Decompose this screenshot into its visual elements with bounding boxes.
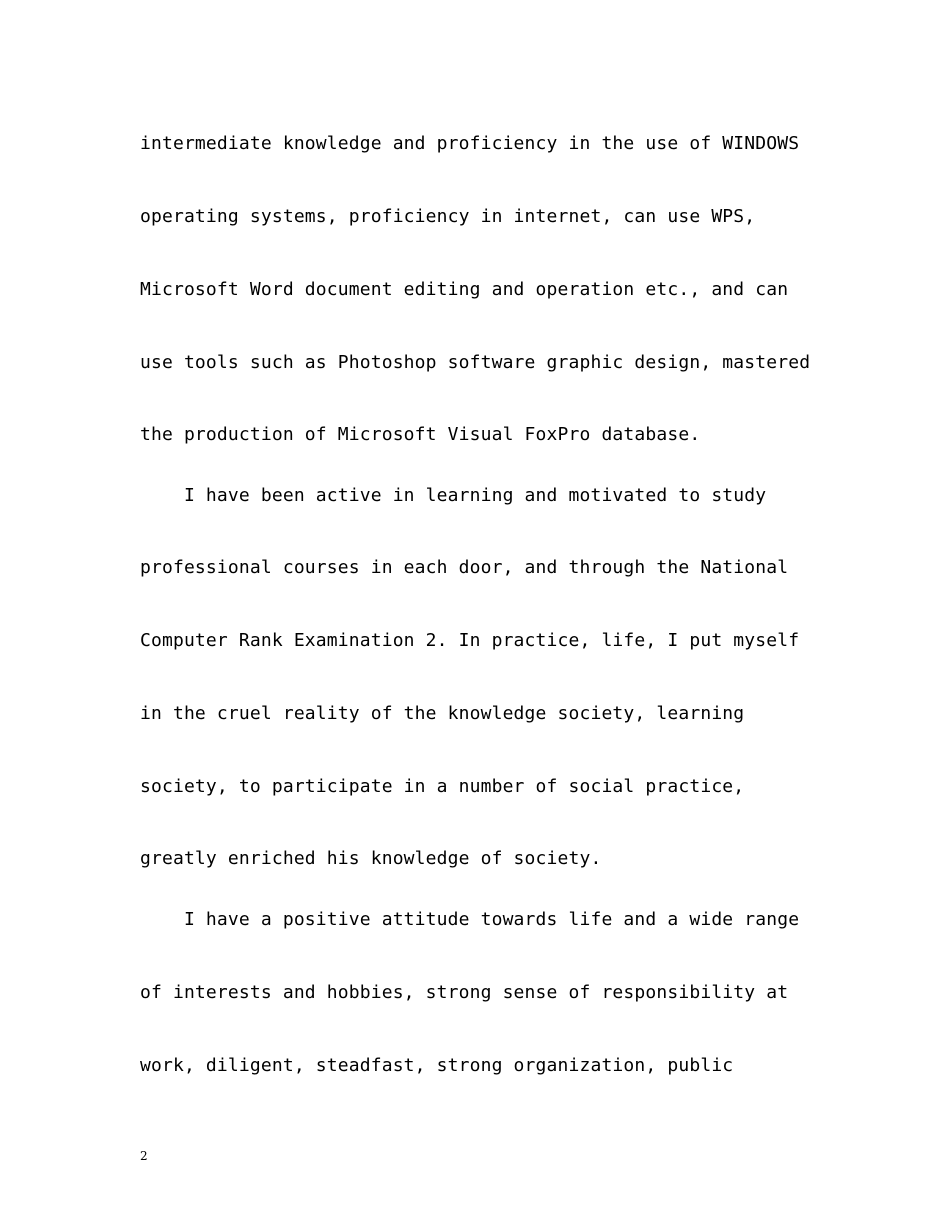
text-line: I have been active in learning and motivated to study xyxy=(140,485,767,506)
text-line: in the cruel reality of the knowledge society, learning xyxy=(140,703,745,724)
text-line: professional courses in each door, and through the National xyxy=(140,557,789,578)
text-line: of interests and hobbies, strong sense of responsibility at xyxy=(140,982,789,1003)
text-line: intermediate knowledge and proficiency in the use of WINDOWS xyxy=(140,133,800,154)
text-line: operating systems, proficiency in internet, can use WPS, xyxy=(140,206,756,227)
text-line: Computer Rank Examination 2. In practice, life, I put myself xyxy=(140,630,800,651)
text-line: I have a positive attitude towards life and a wide range xyxy=(140,909,800,930)
text-line: work, diligent, steadfast, strong organization, public xyxy=(140,1055,734,1076)
text-line: society, to participate in a number of social practice, xyxy=(140,776,745,797)
page-number: 2 xyxy=(140,1149,148,1163)
text-line: use tools such as Photoshop software graphic design, mastered xyxy=(140,352,811,373)
text-line: greatly enriched his knowledge of society. xyxy=(140,848,602,869)
text-line: the production of Microsoft Visual FoxPro database. xyxy=(140,424,701,445)
text-line: Microsoft Word document editing and operation etc., and can xyxy=(140,279,789,300)
